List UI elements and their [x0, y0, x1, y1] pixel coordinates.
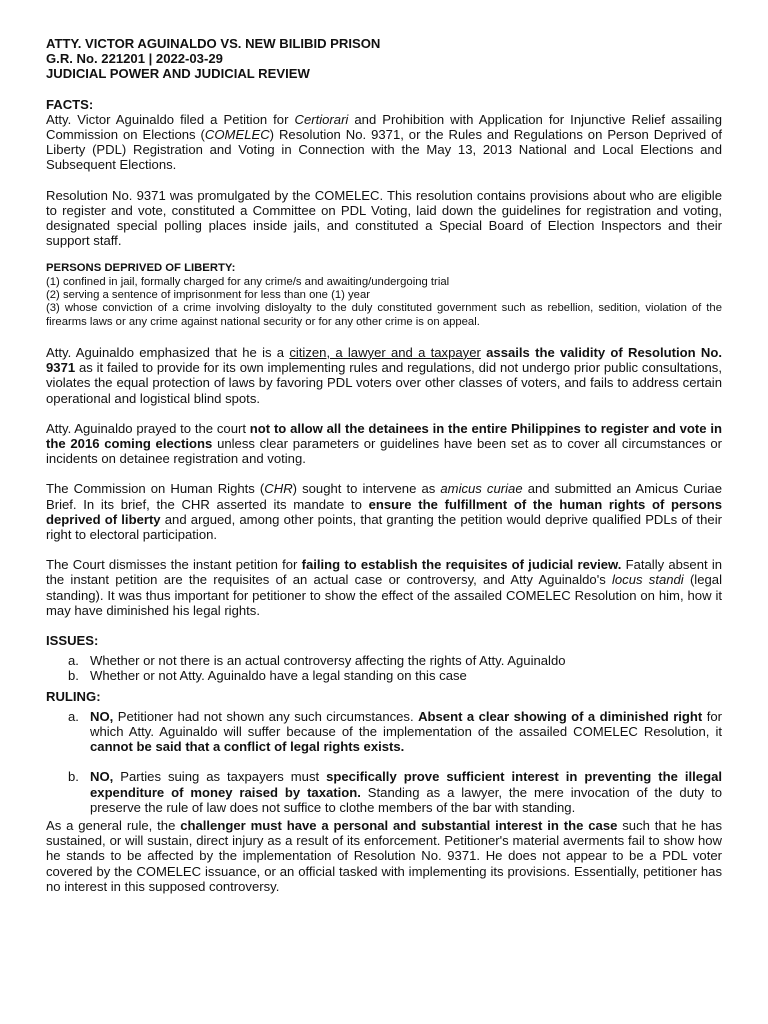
- list-item: a. NO, Petitioner had not shown any such circumstances. Absent a clear showing of a diminished right for which Atty. Aguinaldo will suffer because of the implementation of the assailed COMELEC Resolution, it cannot be said that a conflict of legal rights exists.: [68, 708, 722, 755]
- ruling-final-paragraph: As a general rule, the challenger must have a personal and substantial interest in the case such that he has sustained, or will sustain, direct injury as a result of its enforcement. Petitioner's material averments fail to show how he stands to be affected by the implementation of Resolution No. 9371. He does not appear to be a PDL voter covered by the COMELEC issuance, or an official tasked with implementing its provisions. Essentially, petitioner has no interest in this supposed controversy.: [46, 818, 722, 894]
- issues-list: [46, 653, 722, 683]
- document-page: [46, 36, 722, 894]
- facts-paragraph-2: Resolution No. 9371 was promulgated by the COMELEC. This resolution contains provisions about who are eligible to register and vote, constituted a Committee on PDL Voting, laid down the guidelines for registration and voting, designated special polling places inside jails, and constituted a Special Board of Election Inspectors and their support staff.: [46, 187, 722, 249]
- pdl-item: (1) confined in jail, formally charged for any crime/s and awaiting/undergoing trial: [46, 275, 450, 288]
- facts-paragraph-1: Atty. Victor Aguinaldo filed a Petition for Certiorari and Prohibition with Application for Injunctive Relief assailing Commission on Elections (COMELEC) Resolution No. 9371, or the Rules and Regulations on Person Deprived of Liberty (PDL) Registration and Voting in Connection with the May 13, 2013 National and Local Elections and Subsequent Elections.: [46, 111, 723, 173]
- facts-paragraph-6: The Court dismisses the instant petition for failing to establish the requisites of judicial review. Fatally absent in the instant petition are the requisites of an actual case or controversy, and Atty Aguinaldo's locus standi (legal standing). It was thus important for petitioner to show the effect of the assailed COMELEC Resolution on him, how it may have diminished his legal rights.: [46, 557, 723, 618]
- case-topic: JUDICIAL POWER AND JUDICIAL REVIEW: [46, 66, 310, 82]
- facts-paragraph-4: Atty. Aguinaldo prayed to the court not to allow all the detainees in the entire Philippines to register and vote in the 2016 coming elections unless clear parameters or guidelines have been set as to cover all circumstances or incidents on detainee registration and voting.: [46, 420, 723, 467]
- ruling-list: [46, 709, 722, 755]
- list-item: a. Whether or not there is an actual controversy affecting the rights of Atty. Aguinaldo: [68, 653, 566, 669]
- issues-heading: ISSUES:: [46, 632, 99, 648]
- facts-heading: FACTS:: [46, 96, 94, 112]
- ruling-heading: RULING:: [46, 688, 101, 704]
- list-item: b. Whether or not Atty. Aguinaldo have a legal standing on this case: [68, 668, 467, 684]
- case-number: G.R. No. 221201 | 2022-03-29: [46, 51, 223, 67]
- facts-paragraph-5: The Commission on Human Rights (CHR) sought to intervene as amicus curiae and submitted an Amicus Curiae Brief. In its brief, the CHR asserted its mandate to ensure the fulfillment of the human rights of persons deprived of liberty and argued, among other points, that granting the petition would deprive qualified PDLs of their right to electoral participation.: [46, 481, 722, 542]
- ruling-list-b: [46, 769, 722, 815]
- facts-paragraph-3: Atty. Aguinaldo emphasized that he is a citizen, a lawyer and a taxpayer assails the validity of Resolution No. 9371 as it failed to provide for its own implementing rules and regulations, did not undergo prior public consultations, violates the equal protection of laws by favoring PDL voters over other classes of voters, and fails to address certain operational and logistical blind spots.: [46, 344, 722, 406]
- list-item: b. NO, Parties suing as taxpayers must specifically prove sufficient interest in preventing the illegal expenditure of money raised by taxation. Standing as a lawyer, the mere invocation of the duty to preserve the rule of law does not suffice to clothe members of the bar with standing.: [68, 769, 722, 815]
- pdl-item: (3) whose conviction of a crime involving disloyalty to the duly constituted government such as rebellion, sedition, violation of the firearms laws or any crime against national security or for any other crime is on appeal.: [46, 302, 722, 328]
- pdl-item: (2) serving a sentence of imprisonment for less than one (1) year: [46, 289, 370, 302]
- case-title: ATTY. VICTOR AGUINALDO VS. NEW BILIBID PRISON: [46, 36, 381, 51]
- pdl-heading: PERSONS DEPRIVED OF LIBERTY:: [46, 262, 236, 275]
- pdl-definition: [46, 262, 722, 328]
